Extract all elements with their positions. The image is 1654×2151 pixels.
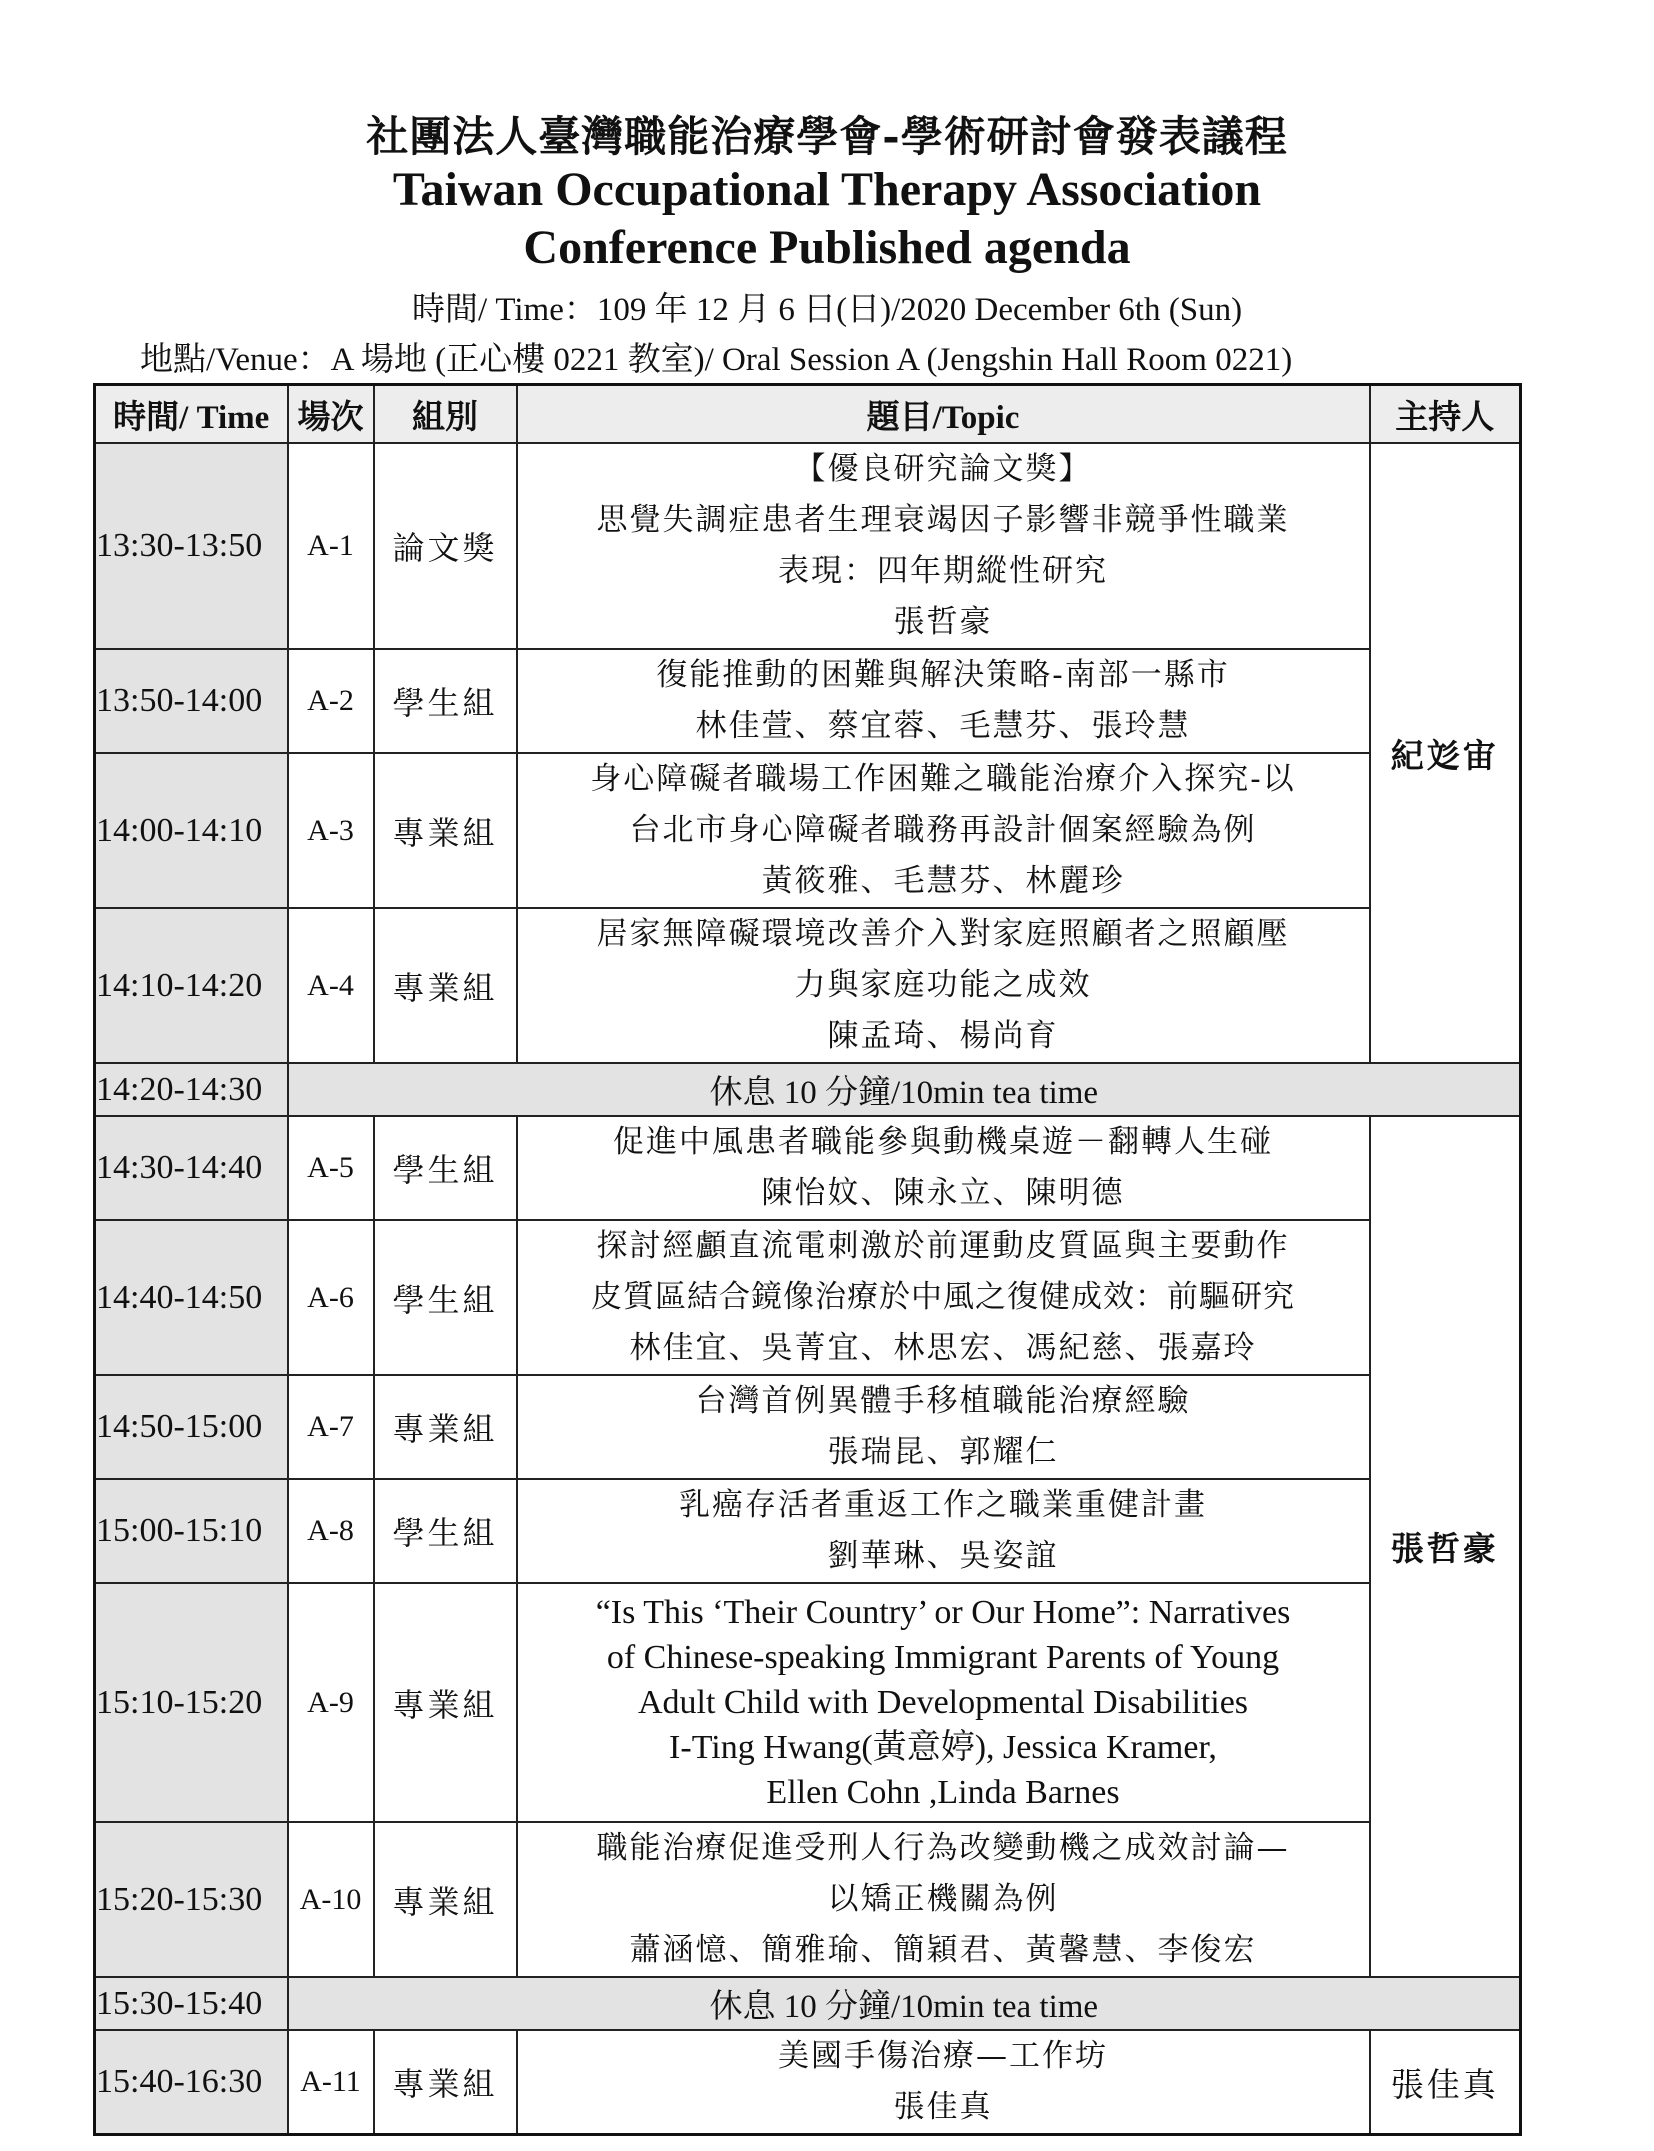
- session-id: A-10: [288, 1822, 374, 1977]
- session-group: 專業組: [374, 1822, 517, 1977]
- topic-line: “Is This ‘Their Country’ or Our Home”: Narratives: [595, 1594, 1291, 1631]
- table-header-row: [95, 385, 1521, 444]
- topic-line: 以矯正機關為例: [827, 1881, 1059, 1917]
- event-time: 時間/ Time：109 年 12 月 6 日(日)/2020 December 6th (Sun): [411, 292, 1243, 328]
- table-row: [95, 753, 1521, 908]
- topic-line: 黃筱雅、毛慧芬、林麗珍: [761, 863, 1125, 899]
- session-id: A-9: [288, 1583, 374, 1822]
- session-group: 學生組: [374, 649, 517, 753]
- topic-line: 乳癌存活者重返工作之職業重健計畫: [679, 1487, 1207, 1523]
- session-id: A-7: [288, 1375, 374, 1479]
- session-group: 學生組: [374, 1479, 517, 1583]
- table-row: [95, 649, 1521, 753]
- topic-line: 台北市身心障礙者職務再設計個案經驗為例: [629, 812, 1257, 848]
- topic-line: I-Ting Hwang(黃意婷), Jessica Kramer,: [669, 1729, 1217, 1766]
- session-host: 紀彣宙: [1370, 443, 1521, 1063]
- session-time: 15:40-16:30: [95, 2030, 288, 2135]
- session-time: 15:20-15:30: [95, 1822, 288, 1977]
- topic-line: 林佳宜、吳菁宜、林思宏、馮紀慈、張嘉玲: [629, 1330, 1257, 1366]
- session-topic: [517, 1822, 1370, 1977]
- event-venue: 地點/Venue：A 場地 (正心樓 0221 教室)/ Oral Session A (Jengshin Hall Room 0221): [140, 342, 1293, 378]
- topic-line: of Chinese-speaking Immigrant Parents of Young: [606, 1639, 1280, 1676]
- session-id: A-5: [288, 1116, 374, 1220]
- topic-line: 皮質區結合鏡像治療於中風之復健成效：前驅研究: [591, 1279, 1295, 1315]
- topic-line: 台灣首例異體手移植職能治療經驗: [695, 1383, 1191, 1419]
- session-time: 13:30-13:50: [95, 443, 288, 649]
- topic-line: 表現：四年期縱性研究: [778, 553, 1108, 589]
- session-group: 學生組: [374, 1220, 517, 1375]
- session-topic: [517, 2030, 1370, 2135]
- topic-line: 美國手傷治療—工作坊: [778, 2038, 1108, 2074]
- topic-line: Adult Child with Developmental Disabilities: [637, 1684, 1249, 1721]
- topic-line: 復能推動的困難與解決策略-南部一縣市: [656, 657, 1230, 693]
- topic-line: 居家無障礙環境改善介入對家庭照顧者之照顧壓: [596, 916, 1290, 952]
- session-time: 14:40-14:50: [95, 1220, 288, 1375]
- session-id: A-6: [288, 1220, 374, 1375]
- title-chinese: 社團法人臺灣職能治療學會-學術研討會發表議程: [366, 112, 1288, 161]
- column-header-topic: 題目/Topic: [517, 385, 1370, 444]
- session-time: 14:10-14:20: [95, 908, 288, 1063]
- session-group: 專業組: [374, 1375, 517, 1479]
- topic-line: 思覺失調症患者生理衰竭因子影響非競爭性職業: [596, 502, 1290, 538]
- session-topic: [517, 443, 1370, 649]
- topic-line: 促進中風患者職能參與動機桌遊－翻轉人生碰: [613, 1124, 1273, 1160]
- session-group: 專業組: [374, 2030, 517, 2135]
- session-topic: [517, 908, 1370, 1063]
- table-row: [95, 908, 1521, 1063]
- topic-line: 張佳真: [893, 2089, 993, 2125]
- break-row: [95, 1977, 1521, 2030]
- session-topic: [517, 753, 1370, 908]
- table-row: [95, 2030, 1521, 2135]
- break-label: 休息 10 分鐘/10min tea time: [288, 1977, 1521, 2030]
- session-id: A-2: [288, 649, 374, 753]
- topic-line: 陳孟琦、楊尚育: [827, 1018, 1059, 1054]
- session-group: 專業組: [374, 1583, 517, 1822]
- table-row: [95, 1583, 1521, 1822]
- break-time: 14:20-14:30: [95, 1063, 288, 1116]
- break-label: 休息 10 分鐘/10min tea time: [288, 1063, 1521, 1116]
- session-time: 15:10-15:20: [95, 1583, 288, 1822]
- session-topic: [517, 1220, 1370, 1375]
- table-row: [95, 1116, 1521, 1220]
- topic-line: 探討經顱直流電刺激於前運動皮質區與主要動作: [596, 1228, 1290, 1264]
- session-group: 學生組: [374, 1116, 517, 1220]
- topic-line: 張哲豪: [893, 604, 993, 640]
- session-time: 14:30-14:40: [95, 1116, 288, 1220]
- session-id: A-11: [288, 2030, 374, 2135]
- table-row: [95, 1479, 1521, 1583]
- column-header-session: 場次: [288, 385, 374, 444]
- session-topic: [517, 1116, 1370, 1220]
- session-time: 15:00-15:10: [95, 1479, 288, 1583]
- session-group: 論文獎: [374, 443, 517, 649]
- topic-line: 職能治療促進受刑人行為改變動機之成效討論—: [596, 1830, 1290, 1866]
- session-time: 13:50-14:00: [95, 649, 288, 753]
- session-id: A-1: [288, 443, 374, 649]
- session-group: 專業組: [374, 753, 517, 908]
- session-id: A-8: [288, 1479, 374, 1583]
- column-header-time: 時間/ Time: [95, 385, 288, 444]
- topic-line: 陳怡妏、陳永立、陳明德: [761, 1175, 1125, 1211]
- agenda-table: [93, 383, 1522, 2136]
- table-row: [95, 1822, 1521, 1977]
- title-english-line-1: Taiwan Occupational Therapy Association: [392, 163, 1262, 216]
- session-host: 張佳真: [1370, 2030, 1521, 2135]
- session-time: 14:50-15:00: [95, 1375, 288, 1479]
- column-header-group: 組別: [374, 385, 517, 444]
- break-row: [95, 1063, 1521, 1116]
- topic-line: Ellen Cohn ,Linda Barnes: [766, 1774, 1120, 1811]
- topic-line: 【優良研究論文獎】: [794, 451, 1092, 487]
- table-row: [95, 1220, 1521, 1375]
- session-host: 張哲豪: [1370, 1116, 1521, 1977]
- topic-line: 身心障礙者職場工作困難之職能治療介入探究-以: [590, 761, 1296, 797]
- session-id: A-3: [288, 753, 374, 908]
- session-topic: [517, 649, 1370, 753]
- session-topic: [517, 1479, 1370, 1583]
- break-time: 15:30-15:40: [95, 1977, 288, 2030]
- session-group: 專業組: [374, 908, 517, 1063]
- session-topic: [517, 1375, 1370, 1479]
- column-header-host: 主持人: [1370, 385, 1521, 444]
- session-id: A-4: [288, 908, 374, 1063]
- topic-line: 劉華琳、吳姿誼: [827, 1538, 1059, 1574]
- topic-line: 力與家庭功能之成效: [794, 967, 1092, 1003]
- topic-line: 蕭涵憶、簡雅瑜、簡穎君、黃馨慧、李俊宏: [629, 1932, 1257, 1968]
- table-row: [95, 1375, 1521, 1479]
- title-english-line-2: Conference Published agenda: [523, 221, 1131, 274]
- table-row: [95, 443, 1521, 649]
- topic-line: 張瑞昆、郭耀仁: [827, 1434, 1059, 1470]
- session-time: 14:00-14:10: [95, 753, 288, 908]
- session-topic: [517, 1583, 1370, 1822]
- topic-line: 林佳萱、蔡宜蓉、毛慧芬、張玲慧: [695, 708, 1191, 744]
